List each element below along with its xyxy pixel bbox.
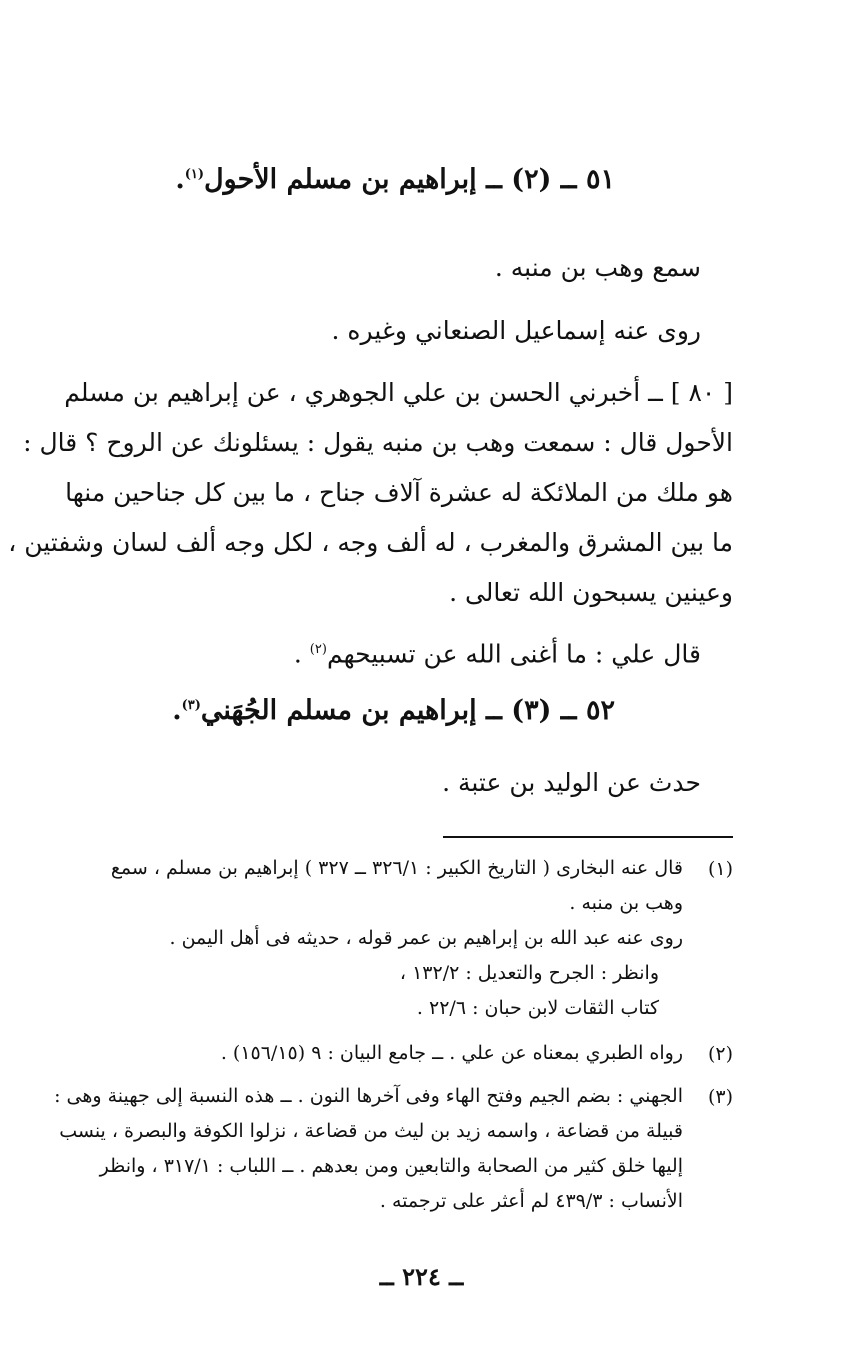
heading-text: ٥٢ ــ (٣) ــ إبراهيم بن مسلم الجُهَني xyxy=(200,695,615,726)
entry-heading-51 xyxy=(175,164,615,195)
footnote-number: (٢) xyxy=(707,1043,733,1065)
heading-tail: . xyxy=(175,164,185,195)
narration-line: وعينين يسبحون الله تعالى . xyxy=(449,578,733,607)
footnote-1 xyxy=(70,851,683,1026)
footnote-line: قبيلة من قضاعة ، واسمه زيد بن ليث من قضاعة ، نزلوا الكوفة والبصرة ، ينسب xyxy=(59,1120,683,1142)
footnote-line: وانظر : الجرح والتعديل : ١٣٢/٢ ، xyxy=(399,962,659,984)
ali-comment-text: قال علي : ما أغنى الله عن تسبيحهم xyxy=(326,639,701,669)
footnote-number: (١) xyxy=(707,858,733,880)
footnote-line: قال عنه البخارى ( التاريخ الكبير : ٣٢٦/١ ــ ٣٢٧ ) إبراهيم بن مسلم ، سمع xyxy=(110,857,683,879)
ali-comment-tail: . xyxy=(293,639,302,669)
footnote-divider xyxy=(443,836,733,838)
footnote-line: وهب بن منبه . xyxy=(569,892,683,914)
entry-51-narrators: روى عنه إسماعيل الصنعاني وغيره . xyxy=(331,316,701,345)
footnote-line: روى عنه عبد الله بن إبراهيم بن عمر قوله ، حديثه فى أهل اليمن . xyxy=(169,927,683,949)
footnote-ref: (٣) xyxy=(181,698,201,713)
narration-paragraph xyxy=(8,368,733,618)
footnote-line: الجهني : بضم الجيم وفتح الهاء وفى آخرها النون . ــ هذه النسبة إلى جهينة وهى : xyxy=(54,1085,683,1107)
heading-tail: . xyxy=(172,695,182,726)
narration-line: [ ٨٠ ] ــ أخبرني الحسن بن علي الجوهري ، عن إبراهيم بن مسلم xyxy=(64,378,733,407)
entry-52-narrated: حدث عن الوليد بن عتبة . xyxy=(442,768,701,797)
page-number: ــ ٢٢٤ ــ xyxy=(379,1262,464,1291)
entry-51-heard: سمع وهب بن منبه . xyxy=(494,253,701,282)
ali-comment xyxy=(294,632,701,672)
narration-line: الأحول قال : سمعت وهب بن منبه يقول : يسئلونك عن الروح ؟ قال : xyxy=(23,428,733,457)
footnote-2 xyxy=(70,1036,683,1071)
footnote-line: رواه الطبري بمعناه عن علي . ــ جامع البيان : ٩ (١٥٦/١٥) . xyxy=(220,1042,683,1064)
footnote-number: (٣) xyxy=(707,1086,733,1108)
footnote-ref: (١) xyxy=(184,167,205,182)
footnote-ref: (٢) xyxy=(309,642,327,657)
narration-line: هو ملك من الملائكة له عشرة آلاف جناح ، ما بين كل جناحين منها xyxy=(65,478,733,507)
heading-text: ٥١ ــ (٢) ــ إبراهيم بن مسلم الأحول xyxy=(204,164,615,195)
footnote-line: الأنساب : ٤٣٩/٣ لم أعثر على ترجمته . xyxy=(379,1190,683,1212)
footnote-line: إليها خلق كثير من الصحابة والتابعين ومن بعدهم . ــ اللباب : ٣١٧/١ ، وانظر xyxy=(99,1155,683,1177)
footnote-line: كتاب الثقات لابن حبان : ٢٢/٦ . xyxy=(416,997,659,1019)
narration-line: ما بين المشرق والمغرب ، له ألف وجه ، لكل وجه ألف لسان وشفتين ، xyxy=(8,528,733,557)
footnote-3 xyxy=(54,1079,683,1219)
entry-heading-52 xyxy=(172,695,615,726)
